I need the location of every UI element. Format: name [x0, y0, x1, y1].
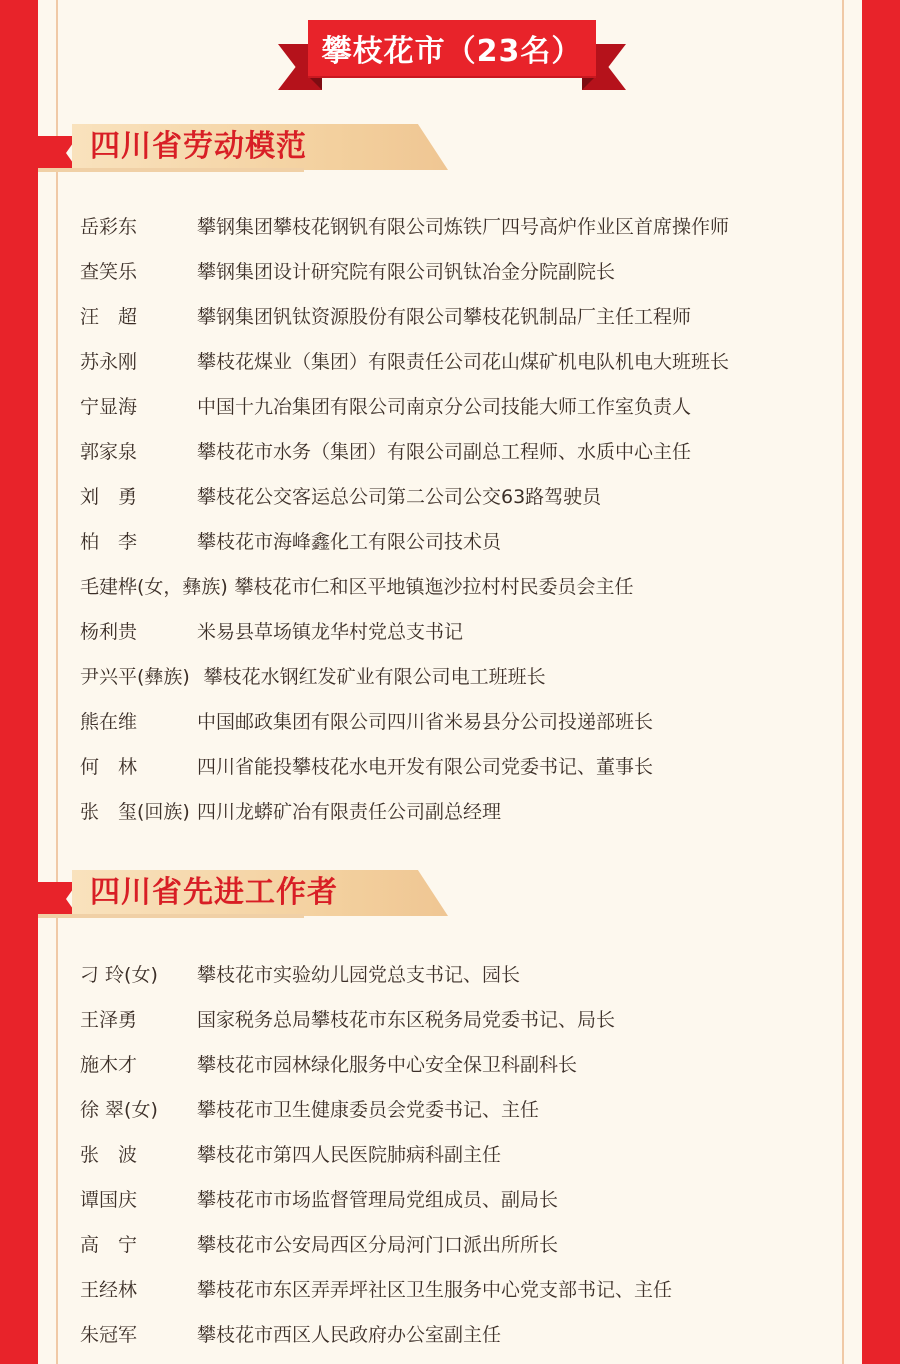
advanced-workers-list	[80, 951, 840, 1356]
person-name: 朱冠军	[80, 1324, 138, 1346]
person-name: 汪 超	[80, 306, 138, 328]
person-position: 国家税务总局攀枝花市东区税务局党委书记、局长	[197, 1009, 616, 1031]
right-frame-line	[842, 0, 844, 1364]
list-item	[80, 788, 840, 833]
list-item	[80, 428, 840, 473]
person-name: 王泽勇	[80, 1009, 138, 1031]
person-position: 攀枝花煤业（集团）有限责任公司花山煤矿机电队机电大班班长	[197, 351, 730, 373]
person-position: 中国十九冶集团有限公司南京分公司技能大师工作室负责人	[197, 396, 692, 418]
labor-models-list	[80, 203, 840, 833]
left-red-border	[0, 0, 38, 1364]
person-name: 苏永刚	[80, 351, 138, 373]
section-underline	[38, 914, 304, 918]
person-name: 王经林	[80, 1279, 138, 1301]
left-frame-line	[56, 0, 58, 1364]
list-item	[80, 293, 840, 338]
person-position: 攀钢集团钒钛资源股份有限公司攀枝花钒制品厂主任工程师	[197, 306, 692, 328]
person-name: 何 林	[80, 756, 138, 778]
section-title: 四川省先进工作者	[90, 875, 338, 910]
list-item	[80, 1311, 840, 1356]
person-name: 宁显海	[80, 396, 138, 418]
person-position: 攀枝花水钢红发矿业有限公司电工班班长	[203, 666, 546, 688]
right-red-border	[862, 0, 900, 1364]
person-name: 高 宁	[80, 1234, 138, 1256]
list-item	[80, 698, 840, 743]
list-item	[80, 1131, 840, 1176]
person-position: 四川龙蟒矿冶有限责任公司副总经理	[197, 801, 502, 823]
person-position: 攀枝花公交客运总公司第二公司公交63路驾驶员	[197, 486, 602, 508]
person-position: 攀枝花市公安局西区分局河门口派出所所长	[197, 1234, 559, 1256]
person-position: 中国邮政集团有限公司四川省米易县分公司投递部班长	[197, 711, 654, 733]
list-item	[80, 563, 840, 608]
list-item	[80, 1266, 840, 1311]
person-name: 郭家泉	[80, 441, 138, 463]
list-item	[80, 1041, 840, 1086]
city-banner	[278, 14, 626, 90]
person-position: 攀枝花市水务（集团）有限公司副总工程师、水质中心主任	[197, 441, 692, 463]
person-name: 徐 翠(女)	[80, 1099, 158, 1121]
list-item	[80, 248, 840, 293]
person-name: 施木才	[80, 1054, 138, 1076]
person-position: 攀枝花市园林绿化服务中心安全保卫科副科长	[197, 1054, 578, 1076]
list-item	[80, 608, 840, 653]
person-position: 攀枝花市卫生健康委员会党委书记、主任	[197, 1099, 540, 1121]
list-item	[80, 996, 840, 1041]
person-name: 谭国庆	[80, 1189, 138, 1211]
person-name: 熊在维	[80, 711, 138, 733]
person-position: 攀枝花市西区人民政府办公室副主任	[197, 1324, 502, 1346]
person-name: 岳彩东	[80, 216, 138, 238]
list-item	[80, 518, 840, 563]
person-position: 攀枝花市东区弄弄坪社区卫生服务中心党支部书记、主任	[197, 1279, 673, 1301]
list-item	[80, 203, 840, 248]
list-item	[80, 338, 840, 383]
person-position: 攀枝花市海峰鑫化工有限公司技术员	[197, 531, 502, 553]
section-header-labor-models	[38, 124, 458, 184]
person-name: 杨利贵	[80, 621, 138, 643]
list-item	[80, 1221, 840, 1266]
person-position: 攀钢集团设计研究院有限公司钒钛冶金分院副院长	[197, 261, 616, 283]
person-position: 攀枝花市仁和区平地镇迤沙拉村村民委员会主任	[234, 576, 634, 598]
person-position: 攀枝花市实验幼儿园党总支书记、园长	[197, 964, 521, 986]
person-name: 刘 勇	[80, 486, 138, 508]
person-position: 攀钢集团攀枝花钢钒有限公司炼铁厂四号高炉作业区首席操作师	[197, 216, 730, 238]
banner-title: 攀枝花市（23名）	[308, 20, 596, 76]
person-position: 攀枝花市市场监督管理局党组成员、副局长	[197, 1189, 559, 1211]
section-underline	[38, 168, 304, 172]
person-name: 尹兴平(彝族)	[80, 666, 190, 688]
person-name: 张 波	[80, 1144, 138, 1166]
list-item	[80, 383, 840, 428]
section-header-advanced-workers	[38, 870, 458, 930]
list-item	[80, 1086, 840, 1131]
list-item	[80, 1176, 840, 1221]
person-name: 刁 玲(女)	[80, 964, 158, 986]
person-name: 柏 李	[80, 531, 138, 553]
person-name: 张 玺(回族)	[80, 801, 190, 823]
list-item	[80, 951, 840, 996]
person-name: 毛建桦(女，彝族)	[80, 576, 228, 598]
person-position: 四川省能投攀枝花水电开发有限公司党委书记、董事长	[197, 756, 654, 778]
list-item	[80, 653, 840, 698]
person-name: 查笑乐	[80, 261, 138, 283]
person-position: 米易县草场镇龙华村党总支书记	[197, 621, 464, 643]
list-item	[80, 743, 840, 788]
person-position: 攀枝花市第四人民医院肺病科副主任	[197, 1144, 502, 1166]
section-title: 四川省劳动模范	[90, 129, 307, 164]
list-item	[80, 473, 840, 518]
